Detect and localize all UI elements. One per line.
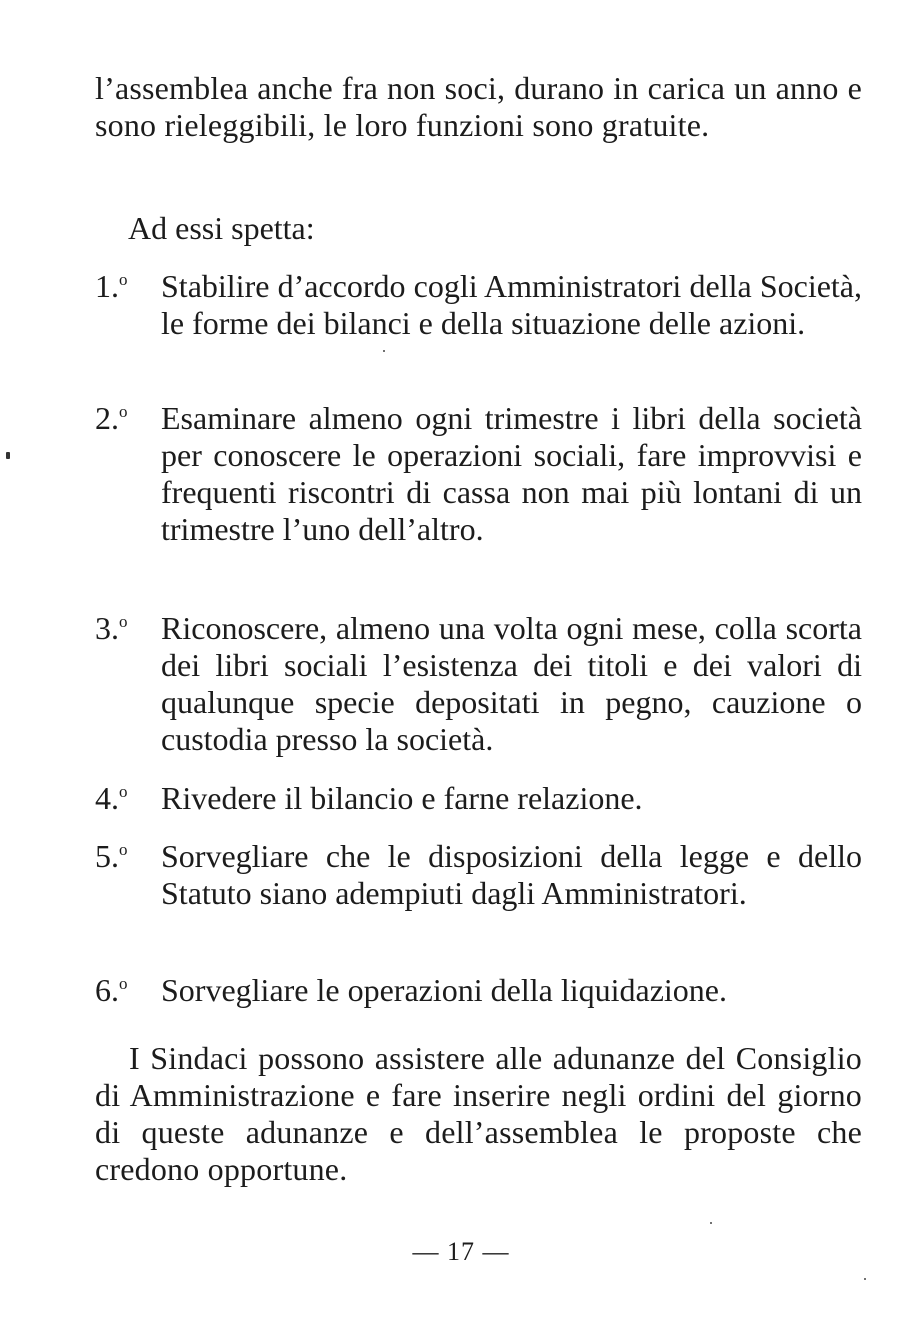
scan-speck [6,452,10,459]
list-item-text: Esaminare almeno ogni trimestre i libri della società per conoscere le operazioni sociali, fare improvvisi e frequenti riscontri di cassa non mai più lontani di un trimestre l’uno dell’altro. [161,400,862,547]
list-item-number: 4.$^o$ [95,780,128,816]
list-item-text: Stabilire d’accordo cogli Amministratori della Società, le forme dei bilanci e della situazione delle azioni. [161,268,862,341]
page-number: — 17 — [412,1237,510,1266]
list-item-2 [95,400,862,548]
list-item-text: Sorvegliare che le disposizioni della legge e dello Statuto siano adempiuti dagli Amministratori. [161,838,862,911]
list-item-text: Rivedere il bilancio e farne relazione. [161,780,643,816]
scan-speck [710,1222,712,1224]
list-item-4 [95,780,862,817]
list-item-1 [95,268,862,342]
list-item-3 [95,610,862,758]
lead-in-line: Ad essi spetta: [128,210,315,246]
list-item-6 [95,972,862,1009]
scan-speck [864,1278,866,1280]
list-item-text: Riconoscere, almeno una volta ogni mese, colla scorta dei libri sociali l’esistenza dei titoli e dei valori di qualunque specie depositati in pegno, cauzione o custodia presso la società. [161,610,862,757]
list-item-number: 5.$^o$ [95,838,128,874]
intro-paragraph: l’assemblea anche fra non soci, durano in carica un anno e sono rieleggibili, le loro funzioni sono gratuite. [95,70,862,143]
list-item-number: 3.$^o$ [95,610,128,646]
list-item-text: Sorvegliare le operazioni della liquidazione. [161,972,727,1008]
list-item-number: 6.$^o$ [95,972,128,1008]
closing-paragraph: I Sindaci possono assistere alle adunanze del Consiglio di Amministrazione e fare inserire negli ordini del giorno di queste adunanze e dell’assemblea le proposte che credono opportune. [95,1040,862,1187]
list-item-number: 2.$^o$ [95,400,128,436]
list-item-5 [95,838,862,912]
list-item-number: 1.$^o$ [95,268,128,304]
scan-speck [383,350,385,352]
